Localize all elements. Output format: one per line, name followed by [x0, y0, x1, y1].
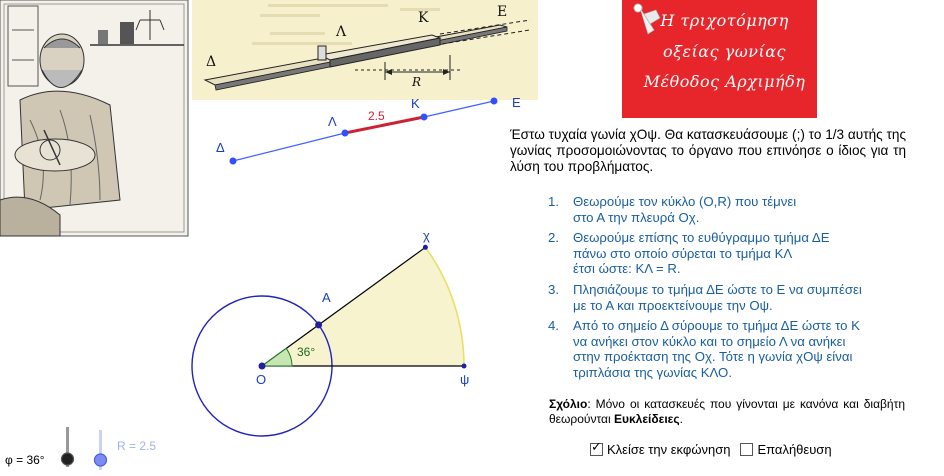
step-line: έτσι ώστε: ΚΛ = R. [573, 261, 681, 277]
photo-label-d: Δ [206, 54, 217, 70]
step-line: να ανήκει στον κύκλο και το σημείο Λ να ανήκει [573, 333, 846, 349]
angle-construction[interactable] [192, 228, 469, 436]
note-end: . [679, 412, 683, 426]
step-number: 2. [548, 230, 559, 246]
photo-label-e: Ε [497, 4, 508, 20]
step-item [548, 194, 906, 225]
step-line: πάνω στο οποίο σύρεται το τμήμα ΚΛ [573, 245, 793, 261]
step-line: Θεωρούμε τον κύκλο (O,R) που τέμνει [573, 194, 797, 209]
label-o: O [256, 372, 267, 387]
slider-phi[interactable] [5, 427, 74, 467]
problem-statement: Έστω τυχαία γωνία χΟψ. Θα κατασκευάσουμε (;) το 1/3 αυτής της γωνίας προσομοιώνοντας το όργανο που επινόησε ο ίδιος για τη λύση του προβλήματος. [510, 127, 906, 174]
label-d: Δ [216, 140, 225, 155]
step-line: τριπλάσια της γωνίας ΚΛΟ. [573, 364, 732, 380]
point-psi[interactable] [462, 364, 467, 369]
step-number: 4. [548, 318, 559, 334]
point-chi[interactable] [423, 245, 428, 250]
photo-label-k: Κ [418, 10, 429, 26]
r-slider-handle[interactable] [95, 454, 107, 466]
photo-label-l: Λ [336, 24, 347, 40]
angle-sector [262, 247, 464, 366]
close-statement-label[interactable]: Κλείσε την εκφώνηση [607, 442, 731, 457]
segment-de-right [424, 101, 494, 117]
note-label: Σχόλιο [549, 397, 588, 411]
comment-note [549, 397, 905, 427]
point-e[interactable] [491, 98, 498, 105]
label-l: Λ [328, 114, 337, 129]
close-statement-checkbox[interactable] [590, 443, 603, 456]
segment-de-left [233, 133, 345, 161]
ruler-model[interactable] [216, 95, 521, 165]
banner-title-line-2: οξείας γωνίας [662, 42, 787, 61]
phi-slider-handle[interactable] [62, 453, 74, 465]
archimedes-portrait [0, 0, 188, 236]
step-number: 1. [548, 194, 559, 209]
step-item [548, 230, 906, 277]
step-number: 3. [548, 281, 559, 297]
note-bold: Ευκλείδειες [613, 412, 680, 426]
slider-r[interactable] [95, 430, 157, 470]
construction-steps [548, 194, 906, 386]
verify-checkbox[interactable] [740, 443, 753, 456]
label-e: Ε [512, 95, 521, 110]
step-line: Από το σημείο Δ σύρουμε το τμήμα ΔΕ ώστε το Κ [573, 318, 860, 334]
angle-marker [262, 348, 292, 366]
checkbox-controls [590, 442, 838, 457]
label-k: Κ [411, 96, 420, 111]
label-a: Α [322, 290, 331, 305]
photo-label-r: R [412, 75, 422, 89]
step-line: Θεωρούμε επίσης το ευθύγραμμο τμήμα ΔΕ [573, 230, 830, 246]
point-l[interactable] [342, 130, 349, 137]
point-a[interactable] [315, 321, 322, 328]
note-text: : Μόνο οι κατασκευές που γίνονται με κανόνα και διαβήτη θεωρούνται [549, 397, 905, 426]
banner-title-line-1: Η τριχοτόμηση [660, 11, 789, 30]
step-line: στην προέκταση της Οχ. Τότε η γωνία χΟψ είναι [573, 349, 853, 365]
title-banner [622, 0, 817, 118]
point-d[interactable] [230, 158, 237, 165]
step-item [548, 282, 906, 313]
kl-length-label: 2.5 [368, 109, 385, 123]
phi-slider-label: φ = 36° [5, 453, 45, 467]
label-psi: ψ [460, 372, 470, 387]
angle-value-label: 36° [297, 345, 316, 359]
ruler-device-photo [192, 0, 538, 100]
banner-title-line-3: Μέθοδος Αρχιμήδη [643, 72, 806, 91]
step-item [548, 318, 906, 380]
label-chi: χ [423, 228, 430, 243]
step-line: Πλησιάζουμε το τμήμα ΔΕ ώστε το Ε να συμπέσει [573, 281, 862, 297]
verify-label[interactable]: Επαλήθευση [757, 442, 832, 457]
step-line: στο Α την πλευρά Οχ. [573, 209, 700, 225]
r-slider-label: R = 2.5 [117, 439, 157, 453]
step-line: με το Α και προεκτείνουμε την Οψ. [573, 297, 773, 313]
point-k[interactable] [421, 114, 428, 121]
point-o[interactable] [259, 363, 266, 370]
